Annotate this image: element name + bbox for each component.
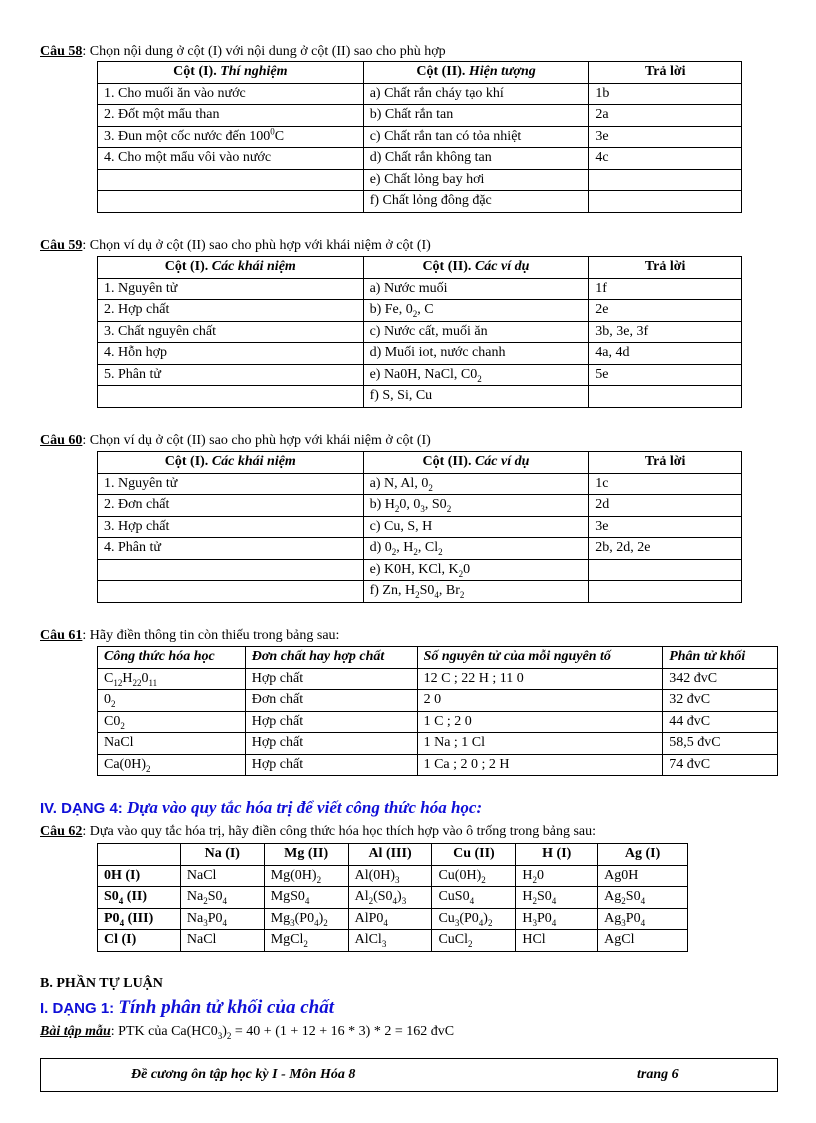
cell: d) $0_2$, $H_2$, $Cl_2$ bbox=[363, 538, 589, 560]
cell bbox=[589, 191, 742, 213]
table-row bbox=[98, 581, 742, 603]
col-head: Na (I) bbox=[180, 844, 264, 866]
q59-text: : Chọn ví dụ ở cột (II) sao cho phù hợp với khái niệm ở cột (I) bbox=[82, 238, 431, 253]
table-row bbox=[98, 191, 742, 213]
q61-number: Câu 61 bbox=[40, 628, 83, 643]
cell bbox=[98, 386, 364, 408]
cell: 2b, 2d, 2e bbox=[589, 538, 742, 560]
cell: 1c bbox=[589, 473, 742, 495]
cell bbox=[589, 169, 742, 191]
row-head: 0H (I) bbox=[98, 865, 181, 887]
cell: 44 đvC bbox=[663, 711, 778, 733]
cell: $H_3P0_4$ bbox=[516, 908, 598, 930]
cell: $AlP0_4$ bbox=[348, 908, 432, 930]
cell: d) Muối iot, nước chanh bbox=[363, 343, 589, 365]
cell: 3e bbox=[589, 516, 742, 538]
cell: $H_2S0_4$ bbox=[516, 887, 598, 909]
table-row bbox=[98, 559, 742, 581]
cell: a) Chất rắn cháy tạo khí bbox=[363, 83, 589, 105]
table-row bbox=[98, 538, 742, 560]
col-head: Mg (II) bbox=[264, 844, 348, 866]
q58-text: : Chọn nội dung ở cột (I) với nội dung ở cột (II) sao cho phù hợp bbox=[82, 44, 446, 59]
col-head: Cu (II) bbox=[432, 844, 516, 866]
cell: $Na_3P0_4$ bbox=[180, 908, 264, 930]
header-col1: Cột (I). Thí nghiệm bbox=[98, 62, 364, 84]
cell: Hợp chất bbox=[245, 733, 417, 755]
row-head: Cl (I) bbox=[98, 930, 181, 952]
cell: CuCl$_2$ bbox=[432, 930, 516, 952]
cell: 1b bbox=[589, 83, 742, 105]
cell: AlCl$_3$ bbox=[348, 930, 432, 952]
cell: NaCl bbox=[98, 733, 246, 755]
header-atoms: Số nguyên tử của mỗi nguyên tố bbox=[417, 647, 663, 669]
cell: 2. Đốt một mẩu than bbox=[98, 105, 364, 127]
cell: 4. Phân tử bbox=[98, 538, 364, 560]
page-footer bbox=[40, 1058, 778, 1092]
cell: $C0_2$ bbox=[98, 711, 246, 733]
q58-prompt bbox=[40, 44, 446, 60]
header-type: Đơn chất hay hợp chất bbox=[245, 647, 417, 669]
cell: f) Zn, $H_2S0_4$, $Br_2$ bbox=[363, 581, 589, 603]
cell: 1. Cho muối ăn vào nước bbox=[98, 83, 364, 105]
cell: NaCl bbox=[180, 930, 264, 952]
table-row bbox=[98, 473, 742, 495]
cell bbox=[98, 191, 364, 213]
cell: a) N, Al, $0_2$ bbox=[363, 473, 589, 495]
cell: 4c bbox=[589, 148, 742, 170]
header-col2: Cột (II). Các ví dụ bbox=[363, 452, 589, 474]
page-number: trang 6 bbox=[637, 1067, 679, 1082]
example-line: Bài tập mẫu: PTK của $Ca(HC0_3)_2 = 40 + (1 + 12 + 16 * 3) * 2 = 162$ đvC bbox=[40, 1024, 455, 1041]
table-row bbox=[98, 126, 742, 148]
table-row bbox=[98, 690, 778, 712]
q60-table bbox=[97, 451, 742, 603]
cell: $Ca(0H)_2$ bbox=[98, 754, 246, 776]
col-head: Ag (I) bbox=[598, 844, 688, 866]
cell: Đơn chất bbox=[245, 690, 417, 712]
cell: $MgS0_4$ bbox=[264, 887, 348, 909]
col-head: Al (III) bbox=[348, 844, 432, 866]
cell: $Ag_3P0_4$ bbox=[598, 908, 688, 930]
cell bbox=[589, 386, 742, 408]
cell: 4. Hỗn hợp bbox=[98, 343, 364, 365]
cell: 5e bbox=[589, 364, 742, 386]
cell: Hợp chất bbox=[245, 754, 417, 776]
cell: MgCl$_2$ bbox=[264, 930, 348, 952]
q61-prompt bbox=[40, 628, 339, 644]
cell: 74 đvC bbox=[663, 754, 778, 776]
q58-number: Câu 58 bbox=[40, 44, 83, 59]
cell: $0_2$ bbox=[98, 690, 246, 712]
table-row bbox=[98, 321, 742, 343]
q59-number: Câu 59 bbox=[40, 238, 83, 253]
row-head: $P0_4$ (III) bbox=[98, 908, 181, 930]
cell: $CuS0_4$ bbox=[432, 887, 516, 909]
table-row bbox=[98, 908, 688, 930]
q58-table bbox=[97, 61, 742, 213]
cell: $Al(0H)_3$ bbox=[348, 865, 432, 887]
cell: Hợp chất bbox=[245, 668, 417, 690]
table-row bbox=[98, 754, 778, 776]
q60-prompt bbox=[40, 433, 431, 449]
header-col1: Cột (I). Các khái niệm bbox=[98, 452, 364, 474]
table-row bbox=[98, 169, 742, 191]
cell: 3. Hợp chất bbox=[98, 516, 364, 538]
cell: NaCl bbox=[180, 865, 264, 887]
cell: $Ag_2S0_4$ bbox=[598, 887, 688, 909]
header-answer: Trả lời bbox=[589, 452, 742, 474]
cell: 3. Chất nguyên chất bbox=[98, 321, 364, 343]
header-col2: Cột (II). Các ví dụ bbox=[363, 257, 589, 279]
cell: 2. Hợp chất bbox=[98, 300, 364, 322]
footer-title: Đề cương ôn tập học kỳ I - Môn Hóa 8 bbox=[131, 1067, 356, 1082]
cell: $Mg_3(P0_4)_2$ bbox=[264, 908, 348, 930]
q61-table bbox=[97, 646, 778, 776]
table-row bbox=[98, 148, 742, 170]
q62-text: : Dựa vào quy tắc hóa trị, hãy điền công thức hóa học thích hợp vào ô trống trong bảng sau: bbox=[82, 824, 597, 839]
cell: 2e bbox=[589, 300, 742, 322]
cell: 1 C ; 2 0 bbox=[417, 711, 663, 733]
cell: 12 C ; 22 H ; 11 0 bbox=[417, 668, 663, 690]
table-row bbox=[98, 930, 688, 952]
table-row bbox=[98, 865, 688, 887]
q62-prompt bbox=[40, 824, 596, 840]
table-row bbox=[98, 495, 742, 517]
cell: b) Chất rắn tan bbox=[363, 105, 589, 127]
col-head: H (I) bbox=[516, 844, 598, 866]
cell: HCl bbox=[516, 930, 598, 952]
cell: c) Cu, S, H bbox=[363, 516, 589, 538]
cell: 3. Đun một cốc nước đến $100^0C$ bbox=[98, 126, 364, 148]
table-row bbox=[98, 105, 742, 127]
table-header-row bbox=[98, 62, 742, 84]
table-row bbox=[98, 83, 742, 105]
cell: 1 Ca ; 2 0 ; 2 H bbox=[417, 754, 663, 776]
cell: c) Chất rắn tan có tỏa nhiệt bbox=[363, 126, 589, 148]
cell bbox=[98, 559, 364, 581]
table-header-row bbox=[98, 452, 742, 474]
cell: 32 đvC bbox=[663, 690, 778, 712]
q60-number: Câu 60 bbox=[40, 433, 83, 448]
part-b-heading: B. PHẦN TỰ LUẬN bbox=[40, 976, 163, 991]
header-mass: Phân tử khối bbox=[663, 647, 778, 669]
cell: 5. Phân tử bbox=[98, 364, 364, 386]
q59-table bbox=[97, 256, 742, 408]
cell: 2. Đơn chất bbox=[98, 495, 364, 517]
q60-text: : Chọn ví dụ ở cột (II) sao cho phù hợp với khái niệm ở cột (I) bbox=[82, 433, 431, 448]
cell: a) Nước muối bbox=[363, 278, 589, 300]
cell: 2 0 bbox=[417, 690, 663, 712]
cell: 1. Nguyên tử bbox=[98, 473, 364, 495]
cell: 3e bbox=[589, 126, 742, 148]
table-row bbox=[98, 711, 778, 733]
cell bbox=[589, 559, 742, 581]
cell: $H_20$ bbox=[516, 865, 598, 887]
cell: c) Nước cất, muối ăn bbox=[363, 321, 589, 343]
header-col1: Cột (I). Các khái niệm bbox=[98, 257, 364, 279]
corner-cell bbox=[98, 844, 181, 866]
cell: f) S, Si, Cu bbox=[363, 386, 589, 408]
cell: 1f bbox=[589, 278, 742, 300]
cell: $Al_2(S0_4)_3$ bbox=[348, 887, 432, 909]
q62-table bbox=[97, 843, 688, 952]
cell bbox=[98, 169, 364, 191]
row-head: $S0_4$ (II) bbox=[98, 887, 181, 909]
table-row bbox=[98, 278, 742, 300]
cell: AgCl bbox=[598, 930, 688, 952]
cell: $Cu(0H)_2$ bbox=[432, 865, 516, 887]
cell: Hợp chất bbox=[245, 711, 417, 733]
cell: 2a bbox=[589, 105, 742, 127]
table-header-row bbox=[98, 647, 778, 669]
table-row bbox=[98, 343, 742, 365]
table-row bbox=[98, 364, 742, 386]
header-answer: Trả lời bbox=[589, 62, 742, 84]
cell: d) Chất rắn không tan bbox=[363, 148, 589, 170]
cell: 2d bbox=[589, 495, 742, 517]
cell: 4. Cho một mẩu vôi vào nước bbox=[98, 148, 364, 170]
q61-text: : Hãy điền thông tin còn thiếu trong bảng sau: bbox=[82, 628, 340, 643]
example-label: Bài tập mẫu bbox=[40, 1024, 111, 1039]
table-row bbox=[98, 516, 742, 538]
cell: 58,5 đvC bbox=[663, 733, 778, 755]
cell: b) Fe, $0_2$, C bbox=[363, 300, 589, 322]
table-row bbox=[98, 668, 778, 690]
cell: f) Chất lỏng đông đặc bbox=[363, 191, 589, 213]
cell: 1. Nguyên tử bbox=[98, 278, 364, 300]
cell: $Na_2S0_4$ bbox=[180, 887, 264, 909]
cell: $Mg(0H)_2$ bbox=[264, 865, 348, 887]
cell bbox=[98, 581, 364, 603]
table-row bbox=[98, 887, 688, 909]
table-header-row bbox=[98, 257, 742, 279]
cell: e) Chất lỏng bay hơi bbox=[363, 169, 589, 191]
cell: 3b, 3e, 3f bbox=[589, 321, 742, 343]
cell: b) $H_20$, $0_3$, $S0_2$ bbox=[363, 495, 589, 517]
cell: 342 đvC bbox=[663, 668, 778, 690]
cell: Ag0H bbox=[598, 865, 688, 887]
cell: 4a, 4d bbox=[589, 343, 742, 365]
section-4-heading: IV. DẠNG 4: Dựa vào quy tắc hóa trị để viết công thức hóa học: bbox=[40, 798, 483, 817]
header-formula: Công thức hóa học bbox=[98, 647, 246, 669]
header-col2: Cột (II). Hiện tượng bbox=[363, 62, 589, 84]
cell: $C_{12}H_{22}0_{11}$ bbox=[98, 668, 246, 690]
table-header-row bbox=[98, 844, 688, 866]
table-row bbox=[98, 386, 742, 408]
table-row bbox=[98, 733, 778, 755]
cell bbox=[589, 581, 742, 603]
cell: e) K0H, KCl, $K_20$ bbox=[363, 559, 589, 581]
cell: 1 Na ; 1 Cl bbox=[417, 733, 663, 755]
q62-number: Câu 62 bbox=[40, 824, 83, 839]
header-answer: Trả lời bbox=[589, 257, 742, 279]
q59-prompt bbox=[40, 238, 431, 254]
table-row bbox=[98, 300, 742, 322]
cell: e) Na0H, NaCl, $C0_2$ bbox=[363, 364, 589, 386]
cell: $Cu_3(P0_4)_2$ bbox=[432, 908, 516, 930]
section-1-heading: I. DẠNG 1: Tính phân tử khối của chất bbox=[40, 997, 335, 1018]
